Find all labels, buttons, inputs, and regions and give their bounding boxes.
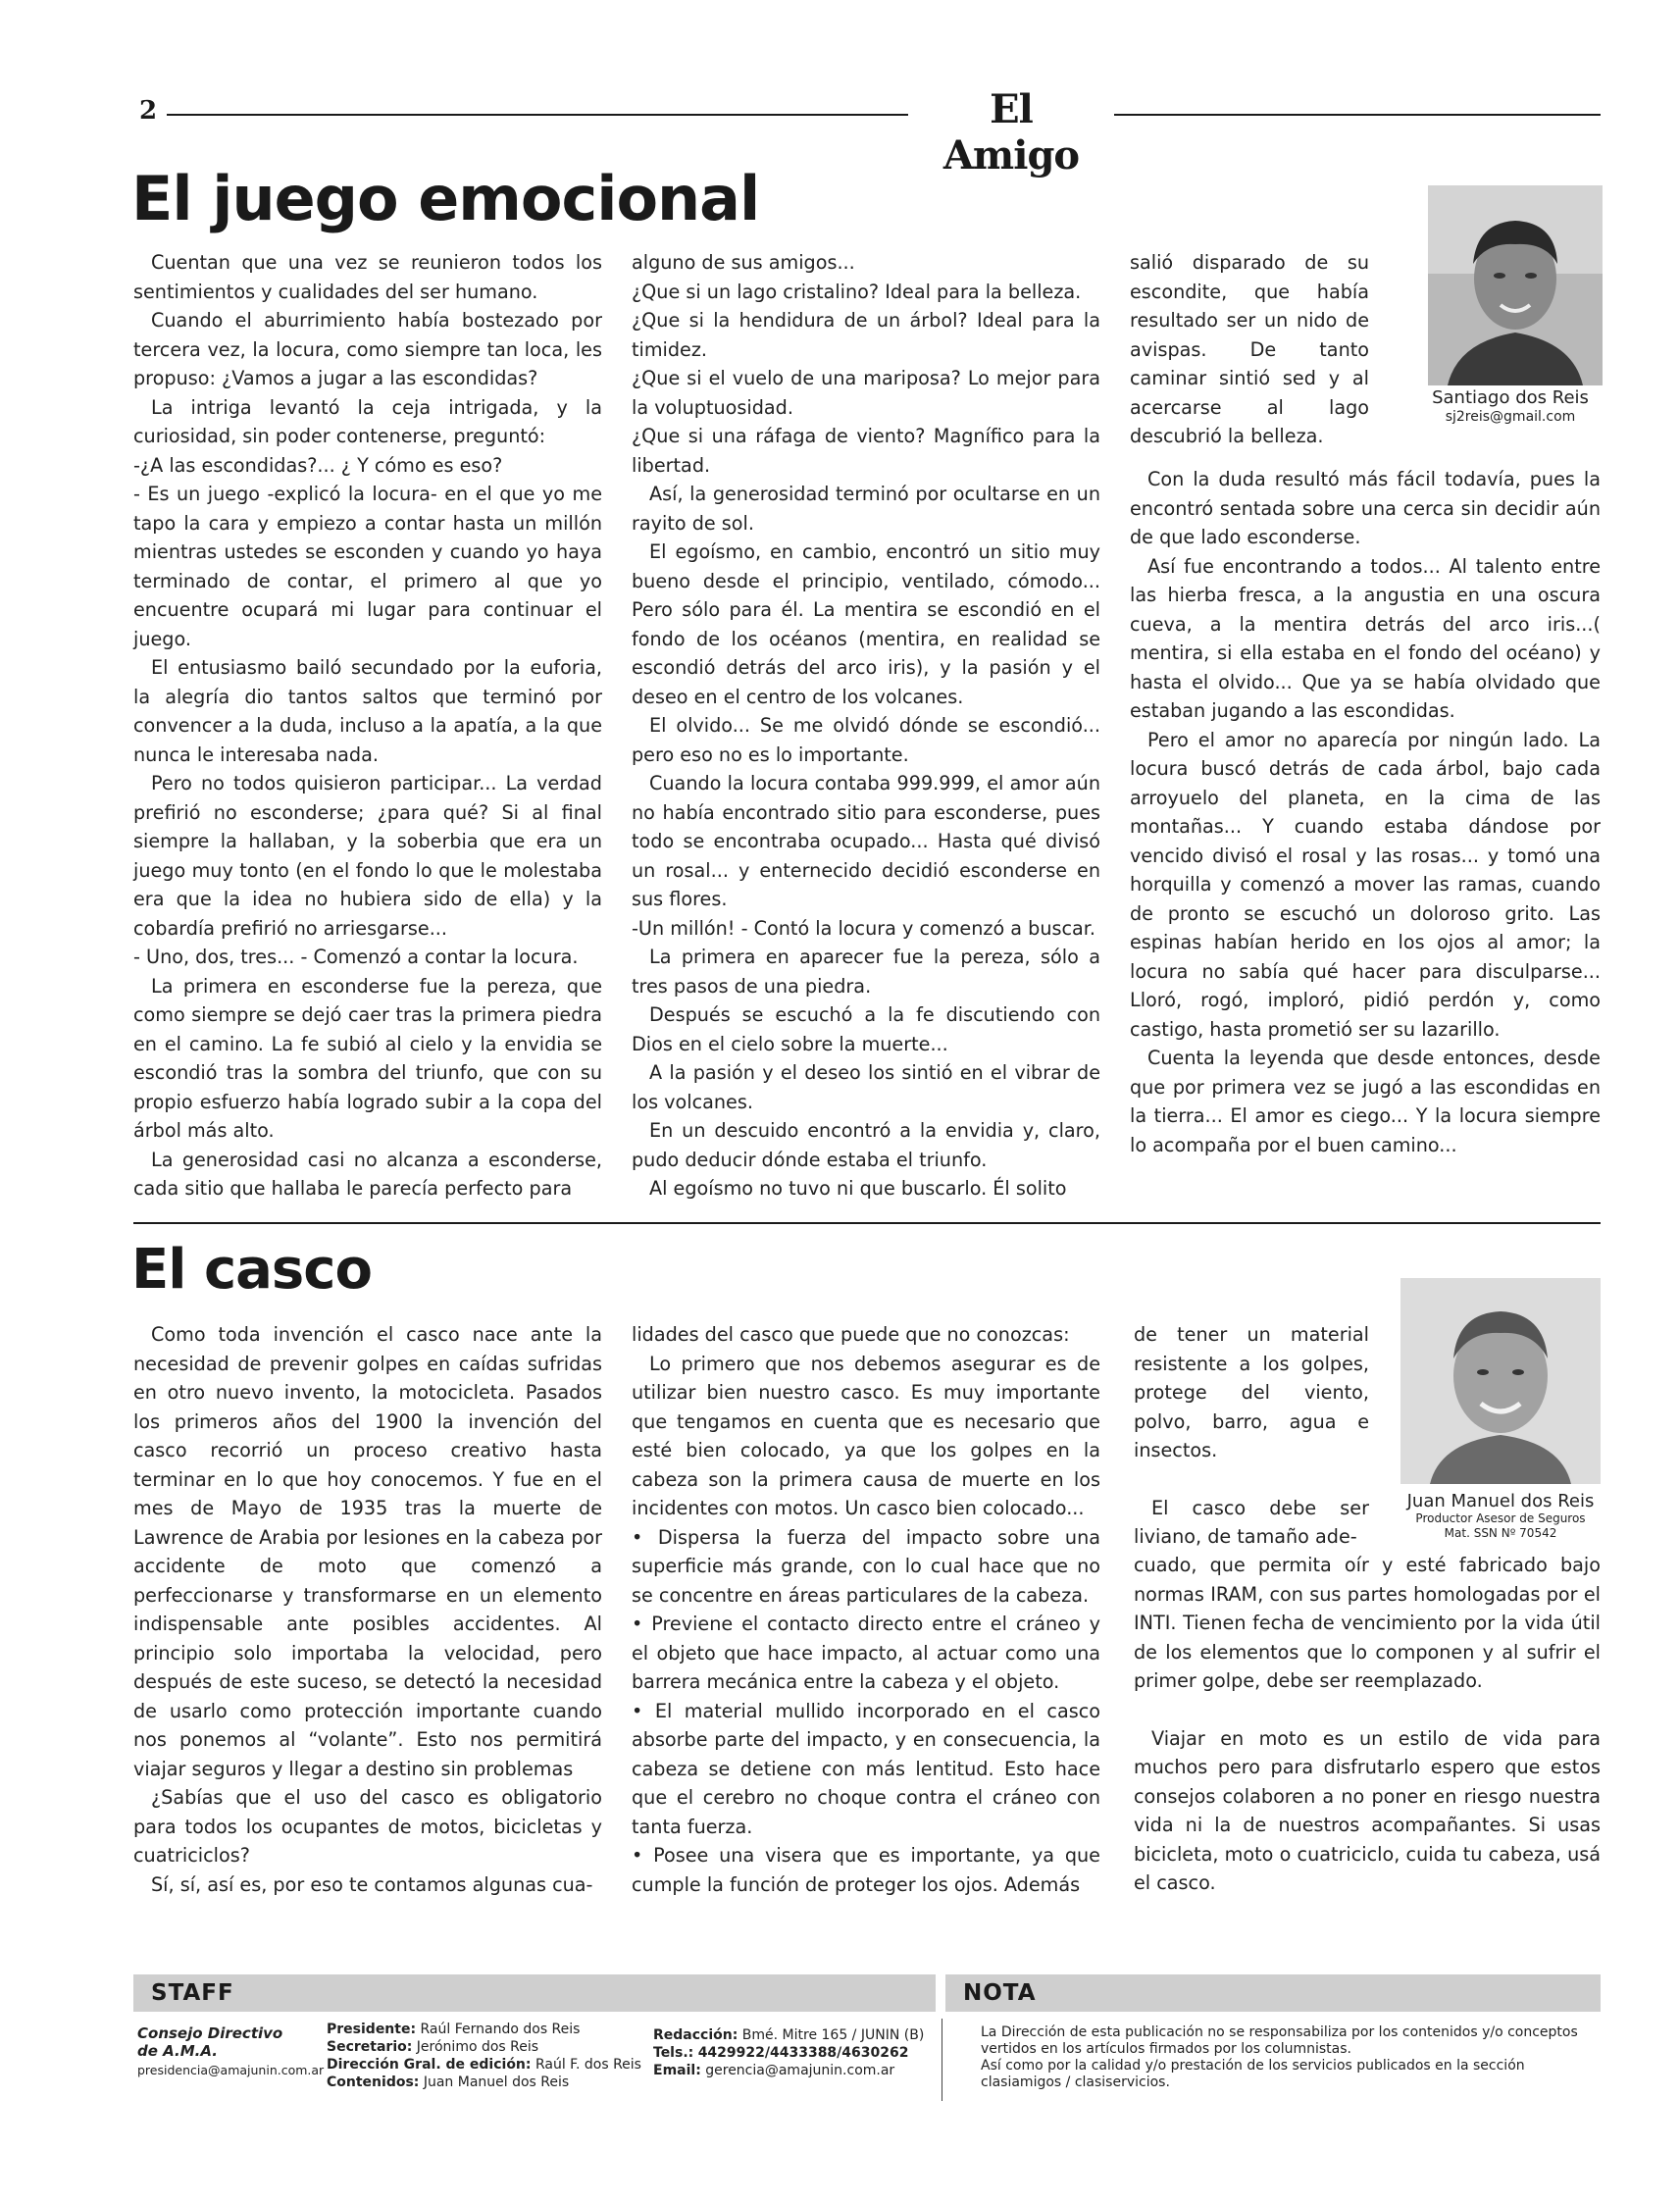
article-column-2 bbox=[632, 1320, 1100, 1899]
staff-role-row: Presidente: Raúl Fernando dos Reis bbox=[327, 2022, 581, 2037]
paragraph: ¿Que si la hendidura de un árbol? Ideal para la timidez. bbox=[632, 309, 1100, 361]
paragraph: Después se escuchó a la fe discutiendo con Dios en el cielo sobre la muerte... bbox=[632, 1003, 1100, 1055]
nota-paragraph: Así como por la calidad y/o prestación de los servicios publicados en la sección clasiamigos / clasiservicios. bbox=[981, 2058, 1525, 2090]
author-byline bbox=[1393, 1491, 1608, 1541]
paragraph: La primera en aparecer fue la pereza, sólo a tres pasos de una piedra. bbox=[632, 946, 1100, 998]
paragraph: Así fue encontrando a todos... Al talento entre las hierba fresca, a la angustia en una oscura cueva, a la mentira detrás del arco iris...( mentira, si ella estaba en el fondo del océano) y hasta el olvido... Que ya se había olvidado que estaban jugando a las escondidas. bbox=[1130, 554, 1601, 722]
paragraph: • El material mullido incorporado en el casco absorbe parte del impacto, y en consecuencia, la cabeza se detiene con más lentitud. Esto hace que el cerebro no choque contra el cráneo con tanta fuerza. bbox=[632, 1699, 1100, 1838]
paragraph: Pero no todos quisieron participar... La verdad prefirió no esconderse; ¿para qué? Si al final siempre la hallaban, y la soberbia que era un juego muy tonto (en el fondo lo que le molestaba era que la idea no hubiera sido de ella) y la cobardía prefirió no arriesgarse... bbox=[133, 772, 602, 940]
masthead-rule-left bbox=[167, 114, 908, 116]
author-byline bbox=[1400, 387, 1620, 426]
paragraph: Cuando la locura contaba 999.999, el amor aún no había encontrado sitio para esconderse, pues todo se encontraba ocupado... Hasta qué divisó un rosal... y enternecido decidió esconderse en sus flores. bbox=[632, 772, 1100, 910]
paragraph: de tener un material resistente a los golpes, protege del viento, polvo, barro, agua e insectos. bbox=[1134, 1323, 1369, 1461]
paragraph: - Es un juego -explicó la locura- en el que yo me tapo la cara y empiezo a contar hasta un millón mientras ustedes se esconden y cuando yo haya terminado de contar, el primero al que yo encuentre ocupará mi lugar para continuar el juego. bbox=[133, 483, 602, 650]
paragraph: La generosidad casi no alcanza a esconderse, cada sitio que hallaba le parecía perfecto para bbox=[133, 1148, 602, 1200]
author-photo bbox=[1428, 185, 1603, 385]
paragraph: A la pasión y el deseo los sintió en el vibrar de los volcanes. bbox=[632, 1061, 1100, 1113]
paragraph: La primera en esconderse fue la pereza, que como siempre se dejó caer tras la primera piedra en el camino. La fe subió al cielo y la envidia se escondió tras la sombra del triunfo, que con su propio esfuerzo había logrado subir a la copa del árbol más alto. bbox=[133, 974, 602, 1142]
paragraph: -¿A las escondidas?... ¿ Y cómo es eso? bbox=[133, 453, 503, 477]
author-name: Juan Manuel dos Reis bbox=[1406, 1491, 1595, 1511]
paragraph: Cuando el aburrimiento había bostezado por tercera vez, la locura, como siempre tan loca, les propuso: ¿Vamos a jugar a las escondidas? bbox=[133, 309, 602, 389]
contact-row: Email: gerencia@amajunin.com.ar bbox=[653, 2063, 895, 2078]
contact-block bbox=[653, 2026, 938, 2079]
staff-header bbox=[133, 1974, 936, 2012]
staff-role-row: Dirección Gral. de edición: Raúl F. dos Reis bbox=[327, 2057, 641, 2073]
paragraph: lidades del casco que puede que no conozcas: bbox=[632, 1323, 1070, 1346]
paragraph: Viajar en moto es un estilo de vida para muchos pero para disfrutarlo espero que estos consejos colaboren a no poner en riesgo nuestra vida ni la de nuestros acompañantes. Si usas bicicleta, moto o cuatriciclo, cuida tu cabeza, usá el casco. bbox=[1134, 1726, 1601, 1894]
staff-role-row: Contenidos: Juan Manuel dos Reis bbox=[327, 2074, 570, 2090]
paragraph: El olvido... Se me olvidó dónde se escondió... pero eso no es lo importante. bbox=[632, 714, 1100, 766]
author-portrait-icon bbox=[1428, 185, 1603, 385]
article-column-3-top bbox=[1130, 248, 1369, 451]
paragraph: -Un millón! - Contó la locura y comenzó a buscar. bbox=[632, 916, 1096, 940]
paragraph: La intriga levantó la ceja intrigada, y la curiosidad, sin poder contenerse, preguntó: bbox=[133, 395, 602, 447]
staff-roles bbox=[327, 2021, 650, 2091]
council-line: de A.M.A. bbox=[137, 2042, 218, 2060]
section-divider bbox=[133, 1222, 1601, 1224]
masthead-rule-right bbox=[1114, 114, 1601, 116]
nota-label: NOTA bbox=[963, 1980, 1037, 2006]
paragraph: alguno de sus amigos... bbox=[632, 251, 855, 274]
paragraph: Lo primero que nos debemos asegurar es de utilizar bien nuestro casco. Es muy importante que tengamos en cuenta que es necesario que esté bien colocado, ya que los golpes en la cabeza son la primera causa de muerte en los incidentes con motos. Un casco bien colocado... bbox=[632, 1352, 1100, 1519]
author-portrait-icon bbox=[1400, 1278, 1601, 1484]
contact-email-link[interactable]: gerencia@amajunin.com.ar bbox=[705, 2063, 895, 2078]
paragraph-gap bbox=[1134, 1696, 1601, 1724]
article-column-3-top bbox=[1134, 1320, 1369, 1552]
article-column-3 bbox=[1134, 1551, 1601, 1898]
paragraph: • Dispersa la fuerza del impacto sobre una superficie más grande, con lo cual hace que no se concentre en áreas particulares de la cabeza. bbox=[632, 1525, 1100, 1607]
author-role: Productor Asesor de Seguros bbox=[1415, 1511, 1586, 1525]
staff-role-row: Secretario: Jerónimo dos Reis bbox=[327, 2039, 539, 2055]
paragraph: ¿Que si una ráfaga de viento? Magnífico para la libertad. bbox=[632, 425, 1100, 477]
nota-paragraph: La Dirección de esta publicación no se responsabiliza por los contenidos y/o conceptos vertidos en los artículos firmados por los columnistas. bbox=[981, 2024, 1578, 2057]
author-photo bbox=[1400, 1278, 1601, 1484]
paragraph: ¿Que si el vuelo de una mariposa? Lo mejor para la voluptuosidad. bbox=[632, 367, 1100, 419]
paragraph: En un descuido encontró a la envidia y, claro, pudo deducir dónde estaba el triunfo. bbox=[632, 1119, 1100, 1171]
paragraph: Como toda invención el casco nace ante la necesidad de prevenir golpes en caídas sufridas en otro nuevo invento, la motocicleta. Pasados los primeros años del 1900 la invención del casco recorrió un proceso creativo hasta terminar en lo que hoy conocemos. Y fue en el mes de Mayo de 1935 tras la muerte de Lawrence de Arabia por lesiones en la cabeza por accidente de moto que comenzó a perfeccionarse y transformarse en un elemento indispensable ante posibles accidentes. Al principio solo importaba la velocidad, pero después de este suceso, se detectó la necesidad de usarlo como protección importante cuando nos ponemos al “volante”. Esto nos permitirá viajar seguros y llegar a destino sin problemas bbox=[133, 1323, 602, 1780]
paragraph: Cuenta la leyenda que desde entonces, desde que por primera vez se jugó a las escondidas en la tierra... El amor es ciego... Y la locura siempre lo acompaña por el buen camino... bbox=[1130, 1047, 1601, 1156]
paragraph: salió disparado de su escondite, que había resultado ser un nido de avispas. De tanto caminar sintió sed y al acercarse al lago descubrió la belleza. bbox=[1130, 251, 1369, 447]
article-column-2 bbox=[632, 248, 1100, 1203]
contact-row: Redacción: Bmé. Mitre 165 / JUNIN (B) bbox=[653, 2027, 925, 2043]
contact-row: Tels.: 4429922/4433388/4630262 bbox=[653, 2045, 909, 2061]
page-number: 2 bbox=[139, 96, 158, 126]
nota-text bbox=[981, 2024, 1599, 2091]
paragraph: El entusiasmo bailó secundado por la euforia, la alegría dio tantos saltos que terminó por convencer a la duda, incluso a la apatía, a la que nunca le interesaba nada. bbox=[133, 656, 602, 766]
paragraph: Con la duda resultó más fácil todavía, pues la encontró sentada sobre una cerca sin decidir aún de que lado esconderse. bbox=[1130, 468, 1601, 548]
author-registration: Mat. SSN Nº 70542 bbox=[1444, 1526, 1557, 1540]
nota-header bbox=[945, 1974, 1601, 2012]
paragraph: ¿Que si un lago cristalino? Ideal para la belleza. bbox=[632, 280, 1082, 303]
article-column-1 bbox=[133, 248, 602, 1203]
article-column-1 bbox=[133, 1320, 602, 1899]
paragraph: - Uno, dos, tres... - Comenzó a contar la locura. bbox=[133, 946, 579, 968]
author-name: Santiago dos Reis bbox=[1432, 387, 1589, 408]
newspaper-title: El Amigo bbox=[942, 86, 1080, 179]
staff-label: STAFF bbox=[151, 1980, 234, 2006]
author-email: sj2reis@gmail.com bbox=[1445, 409, 1576, 425]
council-email: presidencia@amajunin.com.ar bbox=[137, 2063, 325, 2077]
article-column-3 bbox=[1130, 465, 1601, 1159]
council-line: Consejo Directivo bbox=[137, 2024, 283, 2042]
paragraph: • Previene el contacto directo entre el cráneo y el objeto que hace impacto, al actuar como una barrera mecánica entre la cabeza y el objeto. bbox=[632, 1613, 1100, 1693]
paragraph: El casco debe ser liviano, de tamaño ade- bbox=[1134, 1496, 1369, 1548]
article-title: El casco bbox=[131, 1238, 372, 1302]
paragraph-gap bbox=[1134, 1465, 1369, 1494]
paragraph: Pero el amor no aparecía por ningún lado. La locura buscó detrás de cada árbol, bajo cada arroyuelo del planeta, en la cima de las montañas... Y cuando estaba dándose por vencido divisó el rosal y las rosas... y tomó una horquilla y comenzó a mover las ramas, cuando de pronto se escuchó un doloroso grito. Las espinas habían herido en los ojos al amor; la locura no sabía qué hacer para disculparse... Lloró, rogó, imploró, pidió perdón y, como castigo, hasta prometió ser su lazarillo. bbox=[1130, 728, 1601, 1041]
paragraph: Así, la generosidad terminó por ocultarse en un rayito de sol. bbox=[632, 483, 1100, 535]
paragraph: Al egoísmo no tuvo ni que buscarlo. Él solito bbox=[649, 1177, 1067, 1200]
paragraph: cuado, que permita oír y esté fabricado bajo normas IRAM, con sus partes homologadas por el INTI. Tienen fecha de vencimiento por la vida útil de los elementos que lo componen y al sufrir el primer golpe, debe ser reemplazado. bbox=[1134, 1554, 1601, 1692]
paragraph: • Posee una visera que es importante, ya que cumple la función de proteger los ojos. Además bbox=[632, 1844, 1100, 1896]
paragraph: Cuentan que una vez se reunieron todos los sentimientos y cualidades del ser humano. bbox=[133, 251, 602, 303]
article-title: El juego emocional bbox=[131, 163, 760, 234]
council-block bbox=[137, 2024, 324, 2079]
paragraph: ¿Sabías que el uso del casco es obligatorio para todos los ocupantes de motos, bicicletas y cuatriciclos? bbox=[133, 1786, 602, 1867]
paragraph: Sí, sí, así es, por eso te contamos algunas cua- bbox=[151, 1872, 593, 1896]
paragraph: El egoísmo, en cambio, encontró un sitio muy bueno desde el principio, ventilado, cómodo... Pero sólo para él. La mentira se escondió en el fondo de los océanos (mentira, en realidad se escondió detrás del arco iris), y la pasión y el deseo en el centro de los volcanes. bbox=[632, 540, 1100, 708]
masthead bbox=[133, 86, 1601, 179]
